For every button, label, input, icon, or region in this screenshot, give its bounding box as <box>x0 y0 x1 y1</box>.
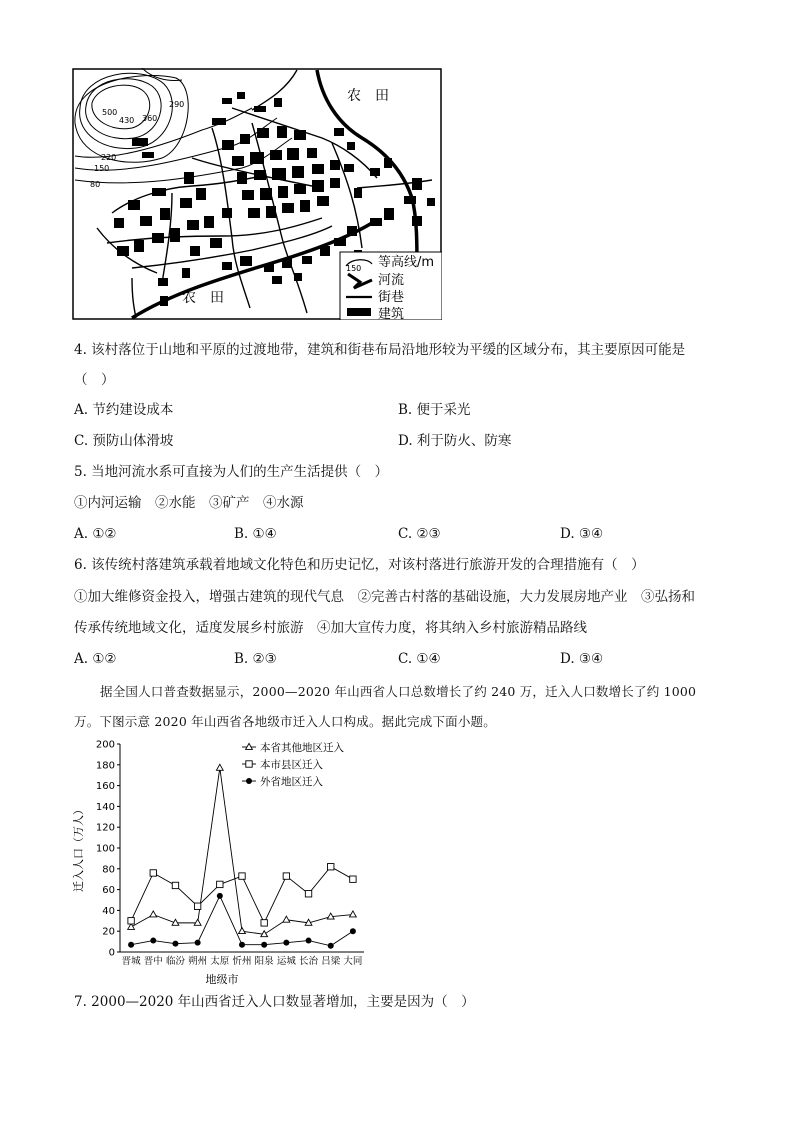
x-tick-label: 太原 <box>210 956 230 967</box>
legend-contour-sample: 150 <box>346 264 362 273</box>
x-tick-label: 大同 <box>343 956 363 967</box>
q5-option-d: D. ③④ <box>560 526 604 542</box>
data-point-marker <box>239 928 246 934</box>
data-point-marker <box>246 743 253 749</box>
q6-option-b: B. ②③ <box>234 651 277 667</box>
data-point-marker <box>350 876 356 882</box>
data-point-marker <box>350 911 357 917</box>
data-point-marker <box>150 911 157 917</box>
q6-line2: 传承传统地域文化，适度发展乡村旅游 ④加大宣传力度，将其纳入乡村旅游精品路线 <box>74 620 587 636</box>
data-point-marker <box>283 873 289 879</box>
y-tick-label: 120 <box>95 822 115 834</box>
y-tick-label: 60 <box>102 885 115 897</box>
y-tick-label: 200 <box>95 739 115 751</box>
q4-stem: 4. 该村落位于山地和平原的过渡地带，建筑和街巷布局沿地形较为平缓的区域分布，其主要原因可能是 <box>74 342 686 358</box>
x-tick-label: 忻州 <box>232 956 252 967</box>
data-point-marker <box>217 881 223 887</box>
x-tick-label: 临汾 <box>165 956 185 967</box>
q5-option-b: B. ①④ <box>234 526 277 542</box>
data-point-marker <box>328 864 334 870</box>
data-point-marker <box>172 941 178 947</box>
farmland-label-top: 农 田 <box>347 88 389 104</box>
data-point-marker <box>350 928 356 934</box>
q4-option-a: A. 节约建设成本 <box>74 402 174 418</box>
data-point-marker <box>172 882 178 888</box>
y-tick-label: 0 <box>108 947 115 959</box>
contour-label: 150 <box>94 164 110 173</box>
data-point-marker <box>128 942 134 948</box>
data-point-marker <box>261 942 267 948</box>
x-tick-label: 晋中 <box>143 956 163 967</box>
data-point-marker <box>150 938 156 944</box>
migration-line-chart <box>64 734 374 990</box>
y-tick-label: 100 <box>95 843 115 855</box>
q5-option-a: A. ①② <box>74 526 117 542</box>
x-tick-label: 阳泉 <box>254 956 274 967</box>
q4-option-b: B. 便于采光 <box>398 402 471 418</box>
legend-street-label: 街巷 <box>378 290 405 305</box>
y-tick-label: 40 <box>102 905 115 917</box>
data-point-marker <box>306 938 312 944</box>
x-tick-label: 朔州 <box>188 956 208 967</box>
x-tick-label: 运城 <box>276 956 296 967</box>
q4-option-c: C. 预防山体滑坡 <box>74 433 174 449</box>
q6-option-d: D. ③④ <box>560 651 604 667</box>
y-tick-label: 140 <box>95 801 115 813</box>
data-point-marker <box>261 920 267 926</box>
passage-line1: 据全国人口普查数据显示，2000—2020 年山西省人口总数增长了约 240 万，迁入人口数增长了约 1000 <box>100 684 697 699</box>
data-point-marker <box>216 764 223 770</box>
legend-label: 本市县区迁入 <box>260 759 323 771</box>
data-point-marker <box>246 761 252 767</box>
x-tick-label: 晋城 <box>121 956 141 967</box>
village-map <box>72 68 442 320</box>
data-point-marker <box>217 893 223 899</box>
contour-label: 430 <box>119 116 135 125</box>
legend-building-label: 建筑 <box>378 307 405 320</box>
x-tick-label: 吕梁 <box>321 956 341 967</box>
data-point-marker <box>128 918 134 924</box>
legend-contour-label: 等高线/m <box>378 255 435 270</box>
q6-option-c: C. ①④ <box>398 651 441 667</box>
y-tick-label: 160 <box>95 781 115 793</box>
data-point-marker <box>150 870 156 876</box>
q4-paren: （ ） <box>74 372 115 388</box>
data-point-marker <box>283 940 289 946</box>
data-point-marker <box>246 778 252 784</box>
legend-label: 本省其他地区迁入 <box>260 742 344 754</box>
contour-label: 360 <box>142 114 158 123</box>
passage-line2: 万。下图示意 2020 年山西省各地级市迁入人口构成。据此完成下面小题。 <box>74 714 496 729</box>
data-point-marker <box>328 943 334 949</box>
q6-option-a: A. ①② <box>74 651 117 667</box>
data-point-marker <box>239 873 245 879</box>
x-axis-label: 地级市 <box>205 973 239 986</box>
q4-option-d: D. 利于防火、防寒 <box>398 433 512 449</box>
q5-option-c: C. ②③ <box>398 526 441 542</box>
migration-chart <box>64 734 374 990</box>
village-map-figure <box>72 68 442 320</box>
series-line-0 <box>131 768 353 934</box>
contour-label: 500 <box>102 108 118 117</box>
y-tick-label: 20 <box>102 926 115 938</box>
q5-items: ①内河运输 ②水能 ③矿产 ④水源 <box>74 495 304 511</box>
data-point-marker <box>283 916 290 922</box>
data-point-marker <box>194 903 200 909</box>
data-point-marker <box>305 891 311 897</box>
data-point-marker <box>195 940 201 946</box>
legend-label: 外省地区迁入 <box>260 776 323 788</box>
map-legend <box>340 252 442 320</box>
q6-stem: 6. 该传统村落建筑承载着地域文化特色和历史记忆，对该村落进行旅游开发的合理措施有（ ） <box>74 557 645 573</box>
legend-river-label: 河流 <box>378 273 405 288</box>
y-tick-label: 80 <box>102 864 115 876</box>
q6-line1: ①加大维修资金投入，增强古建筑的现代气息 ②完善古村落的基础设施，大力发展房地产业 ③弘扬和 <box>74 589 695 605</box>
q5-stem: 5. 当地河流水系可直接为人们的生产生活提供（ ） <box>74 464 389 480</box>
q7-stem: 7. 2000—2020 年山西省迁入人口数显著增加，主要是因为（ ） <box>74 994 475 1010</box>
farmland-label-bottom: 农 田 <box>182 290 224 306</box>
data-point-marker <box>239 942 245 948</box>
x-tick-label: 长治 <box>299 956 319 967</box>
contour-label: 220 <box>101 153 117 162</box>
contour-label: 80 <box>90 180 101 189</box>
data-point-marker <box>194 919 201 925</box>
y-tick-label: 180 <box>95 760 115 772</box>
y-axis-label: 迁入人口（万人） <box>72 804 85 892</box>
contour-label: 290 <box>169 100 185 109</box>
series-line-2 <box>131 896 353 946</box>
